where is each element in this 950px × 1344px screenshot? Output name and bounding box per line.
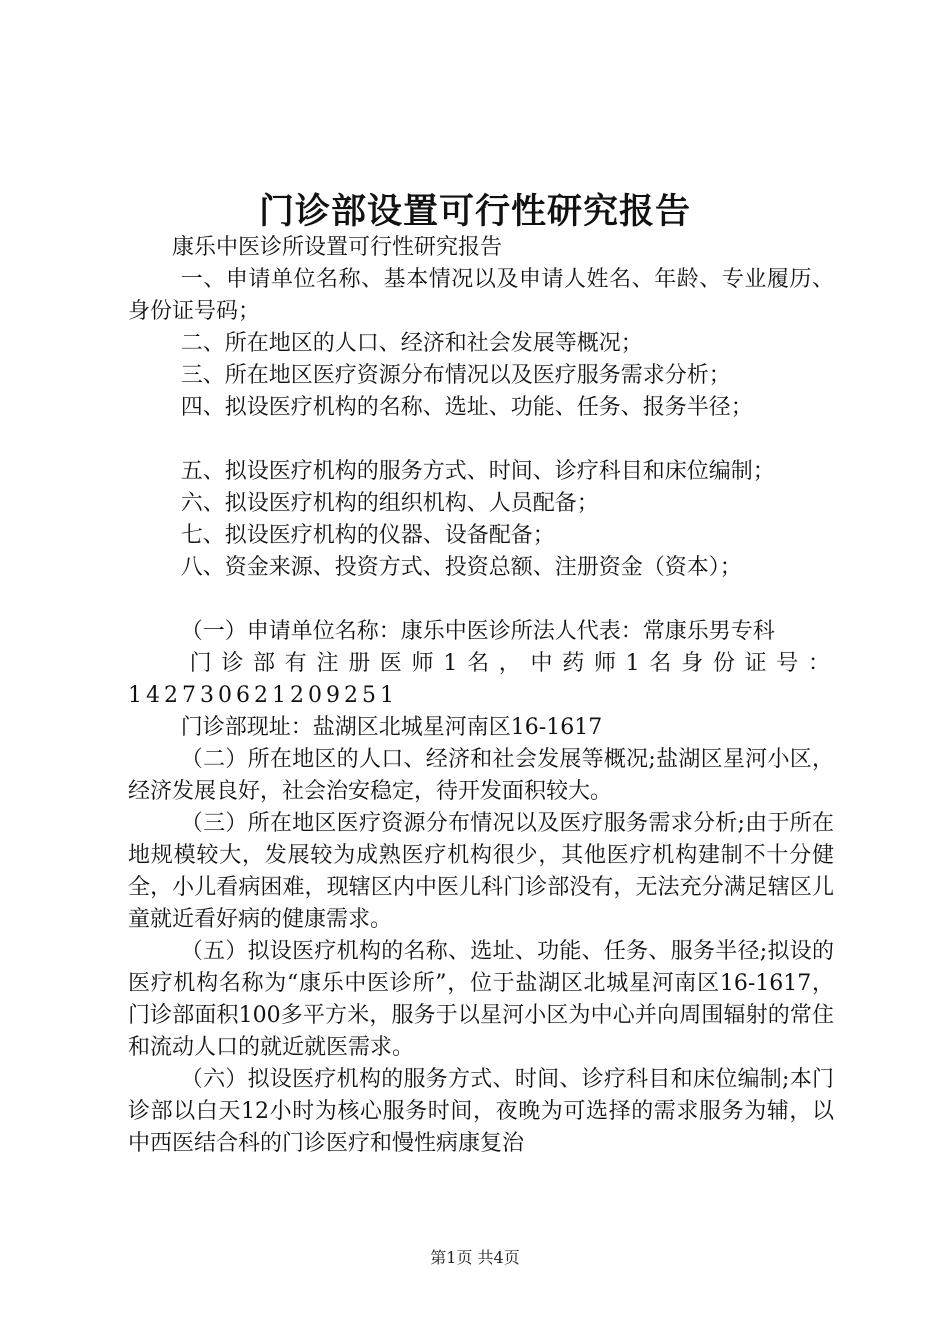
blank-line <box>128 424 834 456</box>
paragraph: 一、申请单位名称、基本情况以及申请人姓名、年龄、专业履历、身份证号码； <box>128 267 834 324</box>
paragraph: 二、所在地区的人口、经济和社会发展等概况； <box>180 331 643 356</box>
paragraph: （二）所在地区的人口、经济和社会发展等概况;盐湖区星河小区，经济发展良好，社会治安稳定，待开发面积较大。 <box>128 747 834 804</box>
paragraph: （三）所在地区医疗资源分布情况以及医疗服务需求分析;由于所在地规模较大，发展较为成熟医疗机构很少，其他医疗机构建制不十分健全，小儿看病困难，现辖区内中医儿科门诊部没有，无法充分满足辖区儿童就近看好病的健康需求。 <box>128 811 834 932</box>
paragraph: 门诊部有注册医师1名，中药师1名身份证号：142730621209251 <box>128 651 834 708</box>
paragraph: （一）申请单位名称：康乐中医诊所法人代表：常康乐男专科 <box>180 619 775 644</box>
paragraph: 三、所在地区医疗资源分布情况以及医疗服务需求分析； <box>180 363 731 388</box>
paragraph: 四、拟设医疗机构的名称、选址、功能、任务、报务半径； <box>180 395 753 420</box>
paragraph: 七、拟设医疗机构的仪器、设备配备； <box>180 523 555 548</box>
document-body <box>128 232 834 1160</box>
paragraph: 门诊部现址：盐湖区北城星河南区16-1617 <box>180 715 603 740</box>
paragraph: （五）拟设医疗机构的名称、选址、功能、任务、服务半径;拟设的医疗机构名称为“康乐中医诊所”，位于盐湖区北城星河南区16-1617，门诊部面积100多平方米，服务于以星河小区为中心并向周围辐射的常住和流动人口的就近就医需求。 <box>128 939 834 1060</box>
paragraph: 八、资金来源、投资方式、投资总额、注册资金（资本）； <box>180 555 742 580</box>
paragraph: （六）拟设医疗机构的服务方式、时间、诊疗科目和床位编制;本门诊部以白天12小时为核心服务时间，夜晚为可选择的需求服务为辅，以中西医结合科的门诊医疗和慢性病康复治 <box>128 1067 834 1156</box>
paragraph: 康乐中医诊所设置可行性研究报告 <box>172 235 503 260</box>
paragraph: 五、拟设医疗机构的服务方式、时间、诊疗科目和床位编制； <box>180 459 775 484</box>
page-number-footer: 第1页 共4页 <box>430 1248 520 1267</box>
document-title: 门诊部设置可行性研究报告 <box>258 191 691 232</box>
blank-line <box>128 584 834 616</box>
paragraph: 六、拟设医疗机构的组织机构、人员配备； <box>180 491 599 516</box>
